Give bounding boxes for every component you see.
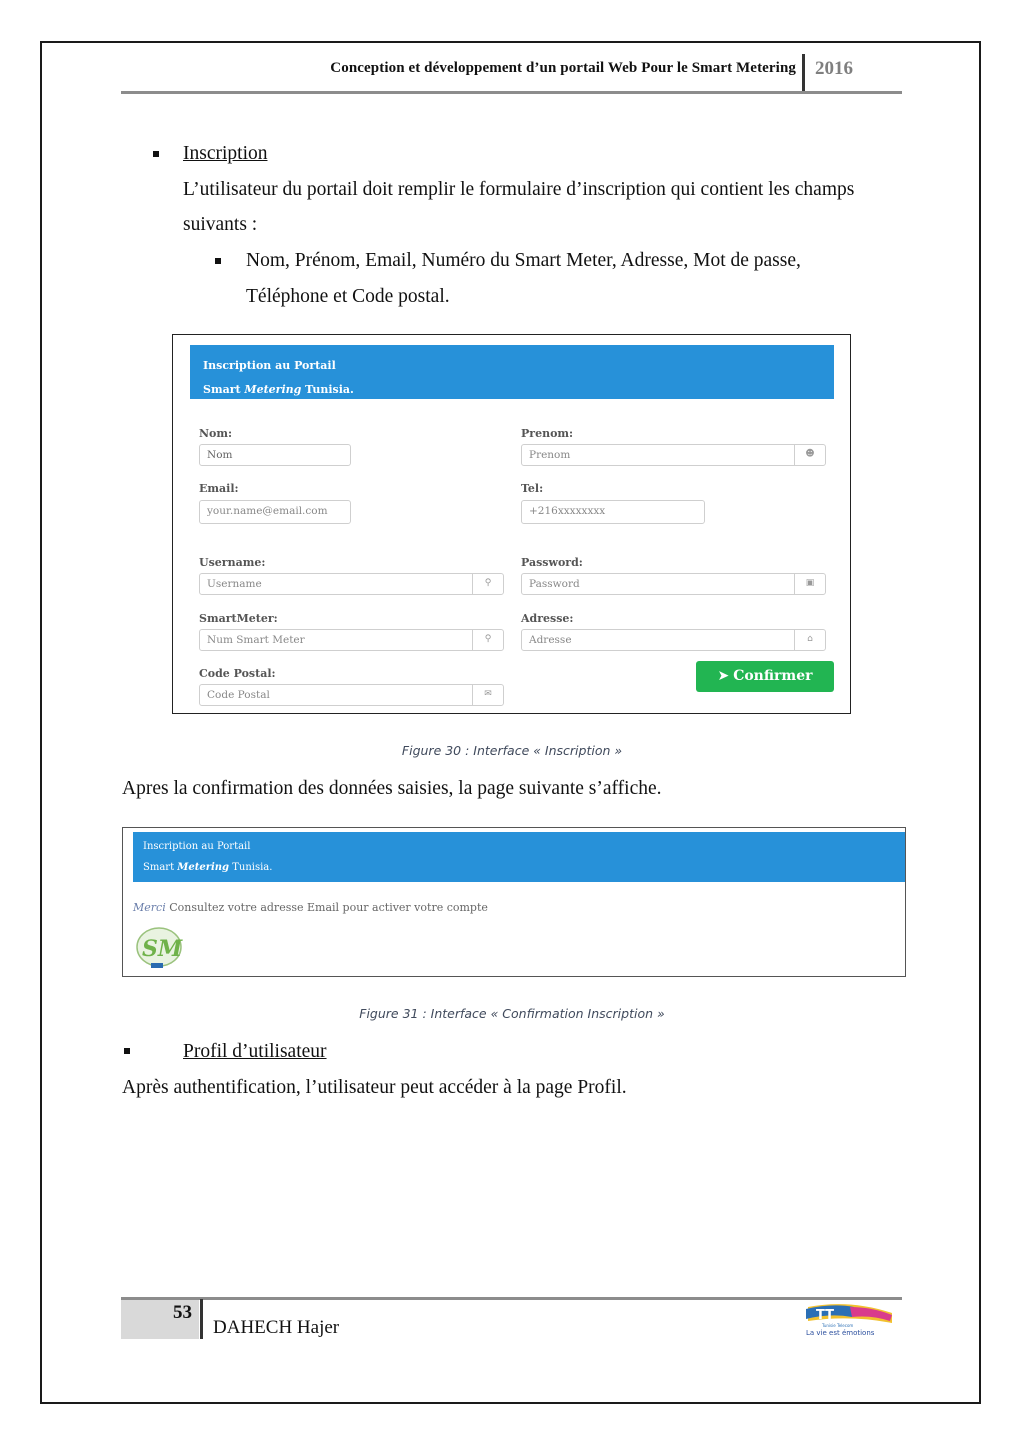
send-icon: ➤ xyxy=(717,668,730,684)
email-label: Email: xyxy=(199,482,239,495)
paragraph-line: suivants : xyxy=(183,214,258,235)
figure31-caption: Figure 31 : Interface « Confirmation Inscription » xyxy=(359,1006,665,1021)
map-marker-icon: ⚲ xyxy=(472,630,503,650)
confirm-button[interactable] xyxy=(696,661,834,692)
confirmation-message: Merci Consultez votre adresse Email pour activer votre compte xyxy=(133,901,488,914)
sm-logo-icon xyxy=(135,927,183,971)
svg-text:La vie est émotions: La vie est émotions xyxy=(806,1329,875,1337)
header-title: Conception et développement d’un portail Web Pour le Smart Metering xyxy=(330,60,796,76)
svg-text:TT: TT xyxy=(816,1308,835,1323)
password-input[interactable]: Password ▣ xyxy=(521,573,826,595)
adresse-label: Adresse: xyxy=(521,612,574,625)
key-icon: ⚲ xyxy=(472,574,503,594)
figure30-caption: Figure 30 : Interface « Inscription » xyxy=(401,743,623,758)
figure-inscription-form xyxy=(172,334,851,714)
bullet-icon xyxy=(215,258,221,264)
section-heading-inscription: Inscription xyxy=(183,143,268,164)
section-heading-profil: Profil d’utilisateur xyxy=(183,1041,327,1062)
envelope-icon: ✉ xyxy=(472,685,503,705)
adresse-input[interactable]: Adresse ⌂ xyxy=(521,629,826,651)
nom-label: Nom: xyxy=(199,427,233,440)
smartmeter-label: SmartMeter: xyxy=(199,612,278,625)
form-banner xyxy=(190,345,834,399)
banner-title: Inscription au Portail xyxy=(203,359,336,372)
tunisie-telecom-logo-icon xyxy=(802,1301,898,1341)
smartmeter-input[interactable]: Num Smart Meter ⚲ xyxy=(199,629,504,651)
lock-icon: ▣ xyxy=(794,574,825,594)
header-rule xyxy=(121,91,902,94)
paragraph-line: L’utilisateur du portail doit remplir le formulaire d’inscription qui contient les champs xyxy=(183,179,855,200)
tel-label: Tel: xyxy=(521,482,544,495)
paragraph-line: Après authentification, l’utilisateur peut accéder à la page Profil. xyxy=(122,1077,627,1098)
svg-text:SM: SM xyxy=(142,936,183,962)
transition-paragraph: Apres la confirmation des données saisies, la page suivante s’affiche. xyxy=(122,778,662,799)
password-label: Password: xyxy=(521,556,583,569)
footer-rule xyxy=(121,1297,902,1300)
prenom-label: Prenom: xyxy=(521,427,574,440)
header-year: 2016 xyxy=(815,58,853,79)
prenom-input[interactable]: Prenom ☻ xyxy=(521,444,826,466)
username-label: Username: xyxy=(199,556,266,569)
home-icon: ⌂ xyxy=(794,630,825,650)
user-icon: ☻ xyxy=(794,445,825,465)
svg-text:Tunisie Telecom: Tunisie Telecom xyxy=(822,1323,854,1328)
header-separator xyxy=(802,54,805,92)
nom-input[interactable]: Nom xyxy=(199,444,351,466)
footer-separator xyxy=(200,1299,203,1339)
confirmation-banner xyxy=(133,832,905,882)
code-postal-input[interactable]: Code Postal ✉ xyxy=(199,684,504,706)
tel-input[interactable]: +216xxxxxxxx xyxy=(521,500,705,524)
page-number: 53 xyxy=(173,1302,192,1323)
figure-confirmation xyxy=(122,827,906,977)
sub-bullet-line: Nom, Prénom, Email, Numéro du Smart Meter, Adresse, Mot de passe, xyxy=(246,250,801,271)
email-input[interactable]: your.name@email.com xyxy=(199,500,351,524)
page-frame xyxy=(40,41,981,1404)
confirm-label: Confirmer xyxy=(733,668,813,684)
bullet-icon xyxy=(124,1048,130,1054)
bullet-icon xyxy=(153,151,159,157)
banner-subtitle: Smart Metering Tunisia. xyxy=(143,862,273,873)
username-input[interactable]: Username ⚲ xyxy=(199,573,504,595)
banner-title: Inscription au Portail xyxy=(143,841,251,852)
code-postal-label: Code Postal: xyxy=(199,667,276,680)
sub-bullet-line: Téléphone et Code postal. xyxy=(246,286,450,307)
banner-subtitle: Smart Metering Tunisia. xyxy=(203,383,354,396)
author-name: DAHECH Hajer xyxy=(213,1317,340,1338)
